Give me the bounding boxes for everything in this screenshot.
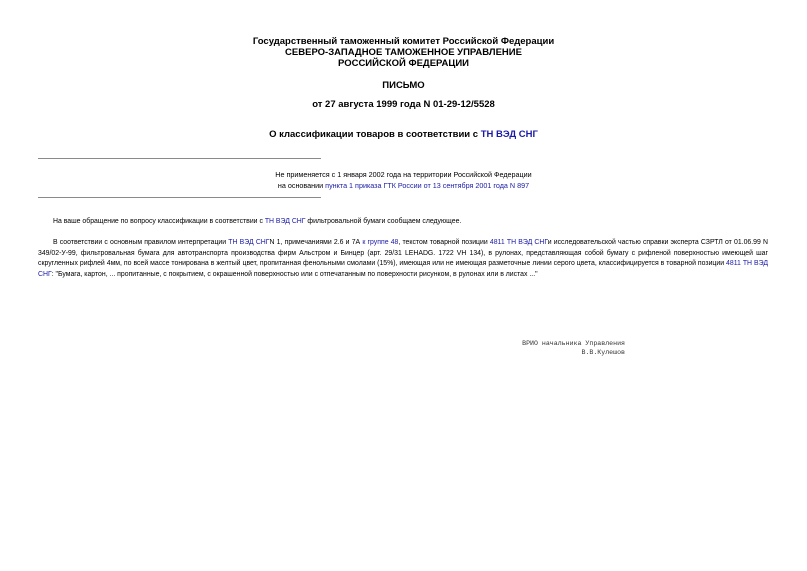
signature-name: В.В.Кулешов (581, 349, 625, 356)
issuer-line-3: РОССИЙСКОЙ ФЕДЕРАЦИИ (337, 58, 469, 69)
issuer-line-1: Государственный таможенный комитет Российской Федерации (252, 36, 555, 47)
divider-bottom (38, 197, 321, 198)
subject-text: О классификации товаров в соответствии с (269, 129, 481, 140)
paragraph-1-text-b: фильтровальной бумаги сообщаем следующее. (305, 218, 462, 225)
subject-link-tn-ved[interactable]: ТН ВЭД СНГ (480, 129, 538, 140)
paragraph-2-text-b: N 1, примечаниями 2.6 и 7А (269, 239, 363, 246)
divider-top (38, 158, 321, 159)
paragraph-2-link-4811[interactable]: 4811 ТН ВЭД СНГ (489, 239, 548, 246)
signature-title: ВРИО начальника Управления (522, 340, 625, 347)
paragraph-2-text-d: и исследовательской частью справки эксперта СЗРТЛ от 01.06.99 N 349/02-У-99, фильтровальная бумага для автотранспорта производства фирм Альстром и Бинцер (арт. 29/31 LEHADG. 1722 VH 134), в рулонах, представляющая собой бумагу с рифленой поверхностью имеющей шаг скругленных рифлей 4мм, по всей массе тонирована в желтый цвет, пропитанная фенольными смолами (15%), имеющая или не имеющая разметочные линии серого цвета, классифицируется в товарной позиции (38, 239, 768, 268)
document-type: ПИСЬМО (382, 80, 425, 91)
paragraph-2-link-group-48[interactable]: к группе 48 (362, 239, 399, 246)
paragraph-1-text-a: На ваше обращение по вопросу классификации в соответствии с (53, 218, 265, 225)
status-note-link-order[interactable]: пункта 1 приказа ГТК России от 13 сентября 2001 года N 897 (325, 181, 530, 190)
status-note-line-1: Не применяется с 1 января 2002 года на территории Российской Федерации (275, 170, 532, 179)
document-date: от 27 августа 1999 года N 01-29-12/5528 (312, 99, 495, 110)
paragraph-2-text-c: , текстом товарной позиции (398, 239, 490, 246)
paragraph-2-text-e: : "Бумага, картон, ... пропитанные, с покрытием, с окрашенной поверхностью или с отпечатанным по поверхности рисунком, в рулонах или в листах ..." (51, 271, 538, 279)
paragraph-2 (38, 238, 768, 281)
status-note-line-2 (0, 180, 807, 191)
paragraph-1 (38, 217, 768, 228)
paragraph-2-link-4811-second[interactable]: 4811 ТН ВЭД СНГ (38, 260, 768, 279)
status-note-text: на основании (277, 181, 326, 190)
issuer-line-2: СЕВЕРО-ЗАПАДНОЕ ТАМОЖЕННОЕ УПРАВЛЕНИЕ (285, 47, 522, 58)
paragraph-2-text-a: В соответствии с основным правилом интерпретации (53, 239, 229, 246)
document-subject (0, 129, 807, 140)
paragraph-1-link-tn-ved[interactable]: ТН ВЭД СНГ (264, 218, 306, 225)
paragraph-2-link-tn-ved[interactable]: ТН ВЭД СНГ (228, 239, 270, 246)
